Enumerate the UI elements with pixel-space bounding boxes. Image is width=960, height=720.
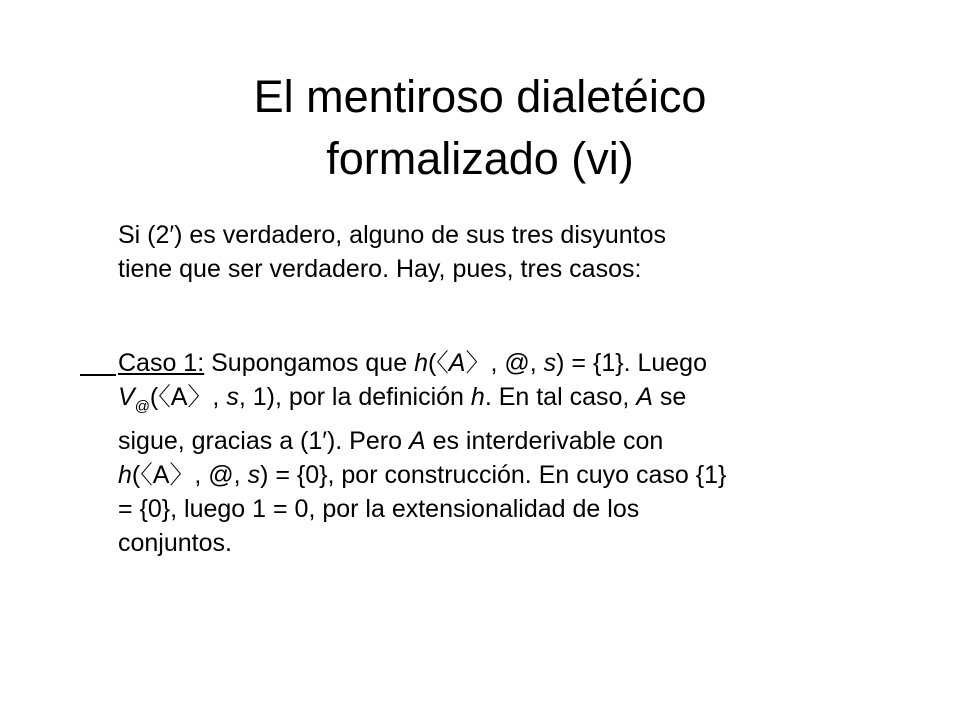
slide-title (0, 66, 960, 190)
title-line-1: El mentiroso dialetéico (253, 71, 707, 122)
text-run: , 1), por la definición (238, 383, 471, 411)
text-run: sigue, gracias a (1′). Pero (118, 427, 409, 455)
paragraph-case-1 (118, 346, 898, 560)
italic-A: A (408, 427, 426, 455)
italic-s: s (226, 383, 239, 411)
text-run: se (652, 383, 687, 411)
case-line-6: conjuntos. (118, 529, 232, 557)
text-run: 〉, @, (465, 349, 544, 377)
italic-A: A (636, 383, 653, 411)
text-run: Supongamos que (204, 349, 415, 377)
case-line-5: = {0}, luego 1 = 0, por la extensionalidad de los (118, 495, 640, 523)
text-run: ) = {1}. Luego (556, 349, 707, 377)
text-run: ) = {0}, por construcción. En cuyo caso {1} (260, 461, 727, 489)
text-run: (〈A〉, @, (131, 461, 248, 489)
case-line-1 (118, 346, 898, 380)
italic-h: h (414, 349, 428, 377)
text-run: es interderivable con (425, 427, 664, 455)
case-label: Caso 1: (118, 349, 205, 377)
italic-A: A (448, 349, 466, 377)
italic-s: s (543, 349, 557, 377)
italic-V: V (118, 383, 135, 411)
case-line-3 (118, 424, 898, 458)
text-run: . En tal caso, (484, 383, 637, 411)
text-run: (〈 (427, 349, 449, 377)
italic-h: h (118, 461, 132, 489)
italic-h: h (470, 383, 485, 411)
title-line-2: formalizado (vi) (326, 133, 634, 184)
paragraph-intro (118, 218, 898, 286)
case-line-2 (118, 380, 898, 424)
case-line-4 (118, 458, 898, 492)
italic-s: s (247, 461, 261, 489)
subscript-at: @ (134, 398, 150, 415)
text-run: (〈A〉, (149, 383, 227, 411)
intro-line-2: tiene que ser verdadero. Hay, pues, tres casos: (118, 255, 642, 283)
intro-line-1: Si (2′) es verdadero, alguno de sus tres disyuntos (118, 221, 667, 249)
leading-underline (80, 374, 116, 376)
